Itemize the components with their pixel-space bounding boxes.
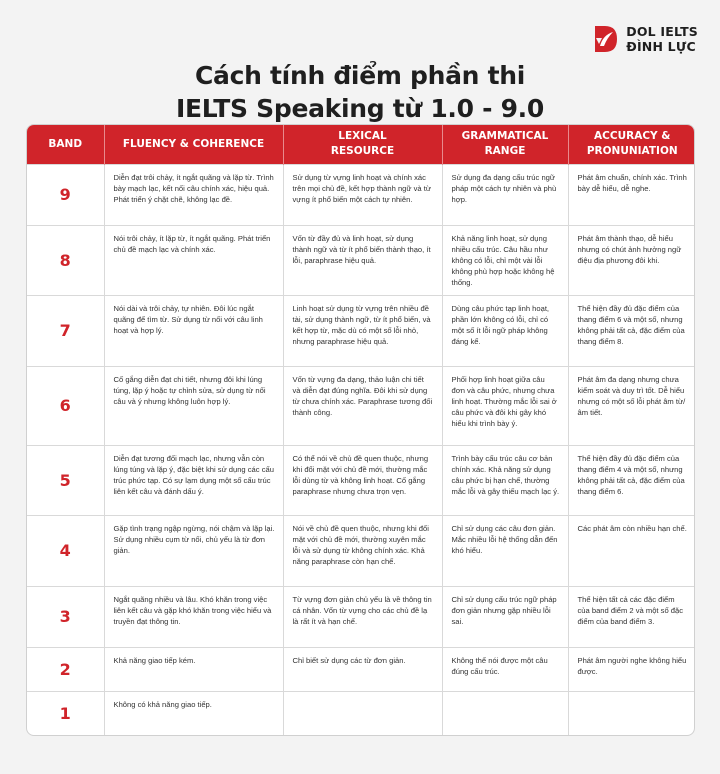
band-cell: 4 <box>27 515 104 586</box>
band-cell: 7 <box>27 295 104 366</box>
pronunciation-cell: Phát âm thành thạo, dễ hiểu nhưng có chút ảnh hưởng ngữ điệu địa phương đôi khi. <box>568 225 695 295</box>
pronunciation-cell: Thể hiện đầy đủ đặc điểm của thang điểm 4 và một số, nhưng không phải tất cả, đặc điểm của thang điểm 6. <box>568 445 695 515</box>
table-row <box>27 586 695 647</box>
lexical-cell: Chỉ biết sử dụng các từ đơn giản. <box>283 647 442 691</box>
title-line1: Cách tính điểm phần thi <box>194 61 525 90</box>
band-cell: 1 <box>27 691 104 736</box>
header-pronunciation: ACCURACY & PRONUNIATION <box>568 125 695 164</box>
lexical-cell: Sử dụng từ vựng linh hoạt và chính xác trên mọi chủ đề, kết hợp thành ngữ và từ vựng ít phổ biến một cách tự nhiên. <box>283 164 442 225</box>
lexical-cell: Vốn từ đầy đủ và linh hoạt, sử dụng thành ngữ và từ ít phổ biến thành thạo, ít lỗi, paraphrase hiệu quả. <box>283 225 442 295</box>
band-cell: 3 <box>27 586 104 647</box>
fluency-cell: Nói trôi chảy, ít lặp từ, ít ngắt quãng. Phát triển chủ đề mạch lạc và chính xác. <box>104 225 283 295</box>
dol-logo-icon <box>593 24 619 54</box>
band-descriptor-table <box>26 124 695 736</box>
grammar-cell: Trình bày cấu trúc câu cơ bản chính xác. Khả năng sử dụng câu phức bị hạn chế, thường mắc lỗi và gây thiếu mạch lạc ý. <box>442 445 568 515</box>
scores-table <box>27 125 695 736</box>
brand-line2: ĐÌNH LỰC <box>626 39 696 54</box>
brand-name <box>626 24 698 54</box>
table-row <box>27 647 695 691</box>
fluency-cell: Diễn đạt tương đối mạch lạc, nhưng vẫn còn lúng túng và lặp ý, đặc biệt khi sử dụng các cấu trúc phức tạp. Có sự lạm dụng một số cấu trúc liên kết câu và đánh dấu ý. <box>104 445 283 515</box>
fluency-cell: Nói dài và trôi chảy, tự nhiên. Đôi lúc ngắt quãng để tìm từ. Sử dụng từ nối với câu linh hoạt và hợp lý. <box>104 295 283 366</box>
table-row <box>27 164 695 225</box>
grammar-cell: Không thể nói được một câu đúng cấu trúc. <box>442 647 568 691</box>
header-fluency: FLUENCY & COHERENCE <box>104 125 283 164</box>
table-row <box>27 366 695 445</box>
lexical-cell <box>283 691 442 736</box>
pronunciation-cell: Phát âm chuẩn, chính xác. Trình bày dễ hiểu, dễ nghe. <box>568 164 695 225</box>
table-row <box>27 225 695 295</box>
grammar-cell: Chỉ sử dụng cấu trúc ngữ pháp đơn giản nhưng gặp nhiều lỗi sai. <box>442 586 568 647</box>
pronunciation-cell <box>568 691 695 736</box>
fluency-cell: Diễn đạt trôi chảy, ít ngắt quãng và lặp từ. Trình bày mạch lạc, kết nối câu chính xác, hiệu quả. Phát triển ý chặt chẽ, không lạc đề. <box>104 164 283 225</box>
fluency-cell: Ngắt quãng nhiều và lâu. Khó khăn trong việc liên kết câu và gặp khó khăn trong việc hiểu và truyền đạt thông tin. <box>104 586 283 647</box>
band-cell: 9 <box>27 164 104 225</box>
table-body <box>27 164 695 736</box>
lexical-cell: Có thể nói về chủ đề quen thuộc, nhưng khi đổi mặt với chủ đề mới, thường mắc lỗi dùng từ và không linh hoạt. Cố gắng paraphrase nhưng chưa trọn vẹn. <box>283 445 442 515</box>
pronunciation-cell: Các phát âm còn nhiều hạn chế. <box>568 515 695 586</box>
band-cell: 2 <box>27 647 104 691</box>
table-row <box>27 295 695 366</box>
grammar-cell: Dùng câu phức tạp linh hoạt, phần lớn không có lỗi, chỉ có một số ít lỗi ngữ pháp không đáng kể. <box>442 295 568 366</box>
lexical-cell: Nói về chủ đề quen thuộc, nhưng khi đổi mặt với chủ đề mới, thường xuyên mắc lỗi và sử dụng từ không chính xác. Khả năng paraphrase còn hạn chế. <box>283 515 442 586</box>
brand-line1: DOL IELTS <box>626 24 698 39</box>
pronunciation-cell: Phát âm người nghe không hiểu được. <box>568 647 695 691</box>
band-cell: 6 <box>27 366 104 445</box>
grammar-cell <box>442 691 568 736</box>
title-line2: IELTS Speaking từ 1.0 - 9.0 <box>176 94 544 123</box>
lexical-cell: Từ vựng đơn giản chủ yếu là về thông tin cá nhân. Vốn từ vựng cho các chủ đề lạ là rất ít và hạn chế. <box>283 586 442 647</box>
pronunciation-cell: Thể hiện tất cả các đặc điểm của band điểm 2 và một số đặc điểm của band điểm 3. <box>568 586 695 647</box>
grammar-cell: Chỉ sử dụng các câu đơn giản. Mắc nhiều lỗi hệ thống dẫn đến khó hiểu. <box>442 515 568 586</box>
fluency-cell: Gặp tình trạng ngập ngừng, nói chậm và lặp lại. Sử dụng nhiều cụm từ nối, chủ yếu là từ đơn giản. <box>104 515 283 586</box>
lexical-cell: Vốn từ vựng đa dạng, thảo luận chi tiết và diễn đạt đúng nghĩa. Đôi khi sử dụng từ chưa chính xác. Paraphrase tương đối thành công. <box>283 366 442 445</box>
header-lexical: LEXICAL RESOURCE <box>283 125 442 164</box>
lexical-cell: Linh hoạt sử dụng từ vựng trên nhiều đề tài, sử dụng thành ngữ, từ ít phổ biến, và kết hợp từ, mặc dù có một số lỗi nhỏ, nhưng paraphrase hiệu quả. <box>283 295 442 366</box>
band-cell: 5 <box>27 445 104 515</box>
pronunciation-cell: Phát âm đa dạng nhưng chưa kiểm soát và duy trì tốt. Dễ hiểu nhưng có một số lỗi phát âm từ/âm tiết. <box>568 366 695 445</box>
band-cell: 8 <box>27 225 104 295</box>
header-row <box>27 125 695 164</box>
fluency-cell: Khả năng giao tiếp kém. <box>104 647 283 691</box>
grammar-cell: Phối hợp linh hoạt giữa câu đơn và câu phức, nhưng chưa linh hoạt. Thường mắc lỗi sai ở câu phức và đôi khi gây khó hiểu khi trình bày ý. <box>442 366 568 445</box>
header-grammar: GRAMMATICAL RANGE <box>442 125 568 164</box>
header-band: BAND <box>27 125 104 164</box>
brand-logo <box>593 24 698 54</box>
fluency-cell: Không có khả năng giao tiếp. <box>104 691 283 736</box>
table-row <box>27 691 695 736</box>
grammar-cell: Sử dụng đa dạng cấu trúc ngữ pháp một cách tự nhiên và phù hợp. <box>442 164 568 225</box>
pronunciation-cell: Thể hiện đầy đủ đặc điểm của thang điểm 6 và một số, nhưng không phải tất cả, đặc điểm của thang điểm 8. <box>568 295 695 366</box>
table-row <box>27 445 695 515</box>
grammar-cell: Khả năng linh hoạt, sử dụng nhiều cấu trúc. Câu hầu như không có lỗi, chỉ một vài lỗi không phù hợp hoặc không hệ thống. <box>442 225 568 295</box>
table-row <box>27 515 695 586</box>
fluency-cell: Cố gắng diễn đạt chi tiết, nhưng đôi khi lúng túng, lặp ý hoặc tự chỉnh sửa, sử dụng từ nối câu và ý nhưng không luôn hợp lý. <box>104 366 283 445</box>
page-title <box>0 59 720 125</box>
